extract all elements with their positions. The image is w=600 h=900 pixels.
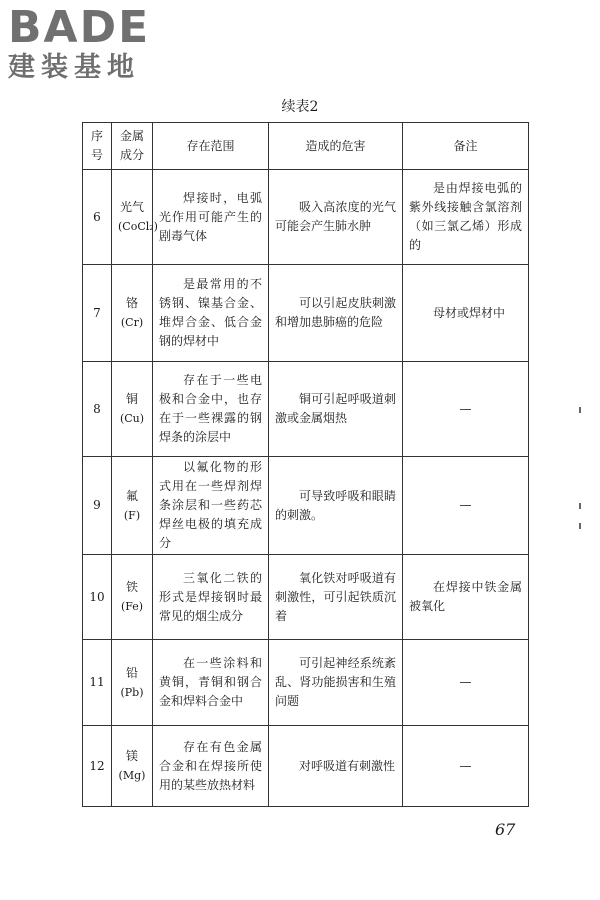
row-element — [112, 726, 153, 807]
row-number: 6 — [83, 170, 112, 265]
row-note — [403, 265, 529, 362]
element-name: 氟 — [125, 488, 138, 503]
row-element — [112, 457, 153, 555]
scope-text: 焊接时，电弧光作用可能产生的剧毒气体 — [159, 190, 262, 243]
element-name: 铜 — [125, 392, 138, 406]
metal-hazard-table — [82, 122, 529, 807]
element-name: 镁 — [125, 749, 138, 763]
row-scope — [153, 265, 269, 362]
element-formula: (CoCl₂) — [118, 220, 158, 233]
table-row — [83, 640, 529, 726]
element-formula: (Pb) — [120, 685, 144, 699]
header-metal-component-text: 金属 成分 — [119, 129, 144, 162]
element-formula: (Cr) — [120, 316, 144, 329]
row-number: 12 — [83, 726, 112, 807]
element-name: 铬 — [125, 296, 138, 310]
page-number: 67 — [495, 820, 516, 839]
margin-mark — [579, 503, 581, 509]
table-header-row — [83, 123, 529, 170]
note-text: 在焊接中铁金属被氧化 — [409, 580, 522, 613]
table-caption: 续表2 — [281, 99, 319, 115]
element-formula: (Cu) — [119, 412, 145, 425]
hazard-text: 可以引起皮肤刺激和增加患肺癌的危险 — [275, 296, 396, 329]
row-hazard — [269, 726, 403, 807]
row-number: 8 — [83, 362, 112, 457]
logo-subtitle: 建装基地 — [8, 52, 140, 83]
hazard-text: 对呼吸道有刺激性 — [299, 758, 396, 773]
row-element — [112, 555, 153, 640]
row-element — [112, 640, 153, 726]
element-formula: (Mg) — [118, 769, 146, 782]
row-note: — — [403, 726, 529, 807]
row-note: — — [403, 457, 529, 555]
scope-text: 是最常用的不锈钢、镍基合金、堆焊合金、低合金钢的焊材中 — [159, 277, 262, 348]
scope-text: 存在于一些电极和合金中，也存在于一些裸露的钢焊条的涂层中 — [159, 373, 262, 444]
row-number: 7 — [83, 265, 112, 362]
row-number: 10 — [83, 555, 112, 640]
row-hazard — [269, 265, 403, 362]
hazard-text: 铜可引起呼吸道刺激或金属烟热 — [275, 392, 396, 425]
scope-text: 以氟化物的形式用在一些焊剂焊条涂层和一些药芯焊丝电极的填充成分 — [159, 460, 262, 550]
hazard-text: 氧化铁对呼吸道有刺激性，可引起铁质沉着 — [275, 570, 396, 623]
hazard-text: 可导致呼吸和眼睛的刺激。 — [275, 488, 396, 522]
logo-wordmark: BADE — [8, 2, 151, 53]
row-scope — [153, 362, 269, 457]
row-hazard — [269, 640, 403, 726]
table-row — [83, 457, 529, 555]
table-row — [83, 265, 529, 362]
row-hazard — [269, 457, 403, 555]
element-name: 光气 — [119, 200, 144, 214]
scope-text: 三氧化二铁的形式是焊接钢时最常见的烟尘成分 — [159, 570, 262, 623]
header-hazard: 造成的危害 — [269, 123, 403, 170]
brand-logo — [8, 2, 183, 84]
row-scope — [153, 726, 269, 807]
hazard-text: 可引起神经系统紊乱、肾功能损害和生殖问题 — [275, 656, 396, 708]
row-element — [112, 265, 153, 362]
element-formula: (F) — [123, 508, 141, 522]
header-number: 序号 — [83, 123, 112, 170]
row-element — [112, 170, 158, 265]
scope-text: 在一些涂料和黄铜，青铜和钢合金和焊料合金中 — [159, 656, 262, 708]
element-name: 铅 — [125, 665, 138, 680]
row-hazard — [269, 555, 403, 640]
note-text: 母材或焊材中 — [433, 305, 506, 320]
table-row — [83, 170, 529, 265]
row-note: — — [403, 362, 529, 457]
table-row — [83, 726, 529, 807]
element-name: 铁 — [125, 580, 138, 594]
table-row — [83, 362, 529, 457]
row-hazard — [269, 170, 403, 265]
table-row — [83, 555, 529, 640]
element-formula: (Fe) — [120, 600, 144, 613]
row-scope — [153, 457, 269, 555]
row-scope — [153, 170, 269, 265]
row-hazard — [269, 362, 403, 457]
note-text: 是由焊接电弧的紫外线接触含氯溶剂（如三氯乙烯）形成的 — [409, 181, 522, 252]
scope-text: 存在有色金属合金和在焊接所使用的某些放热材料 — [159, 739, 262, 792]
row-note: — — [403, 640, 529, 726]
header-note: 备注 — [403, 123, 529, 170]
margin-mark — [579, 523, 581, 529]
row-note — [403, 555, 529, 640]
row-element — [112, 362, 153, 457]
row-scope — [153, 640, 269, 726]
row-number: 9 — [83, 457, 112, 555]
row-note — [403, 170, 529, 265]
header-scope: 存在范围 — [153, 123, 269, 170]
margin-mark — [579, 407, 581, 413]
header-metal-component — [112, 123, 153, 170]
hazard-text: 吸入高浓度的光气可能会产生肺水肿 — [275, 200, 396, 233]
row-scope — [153, 555, 269, 640]
row-number: 11 — [83, 640, 112, 726]
